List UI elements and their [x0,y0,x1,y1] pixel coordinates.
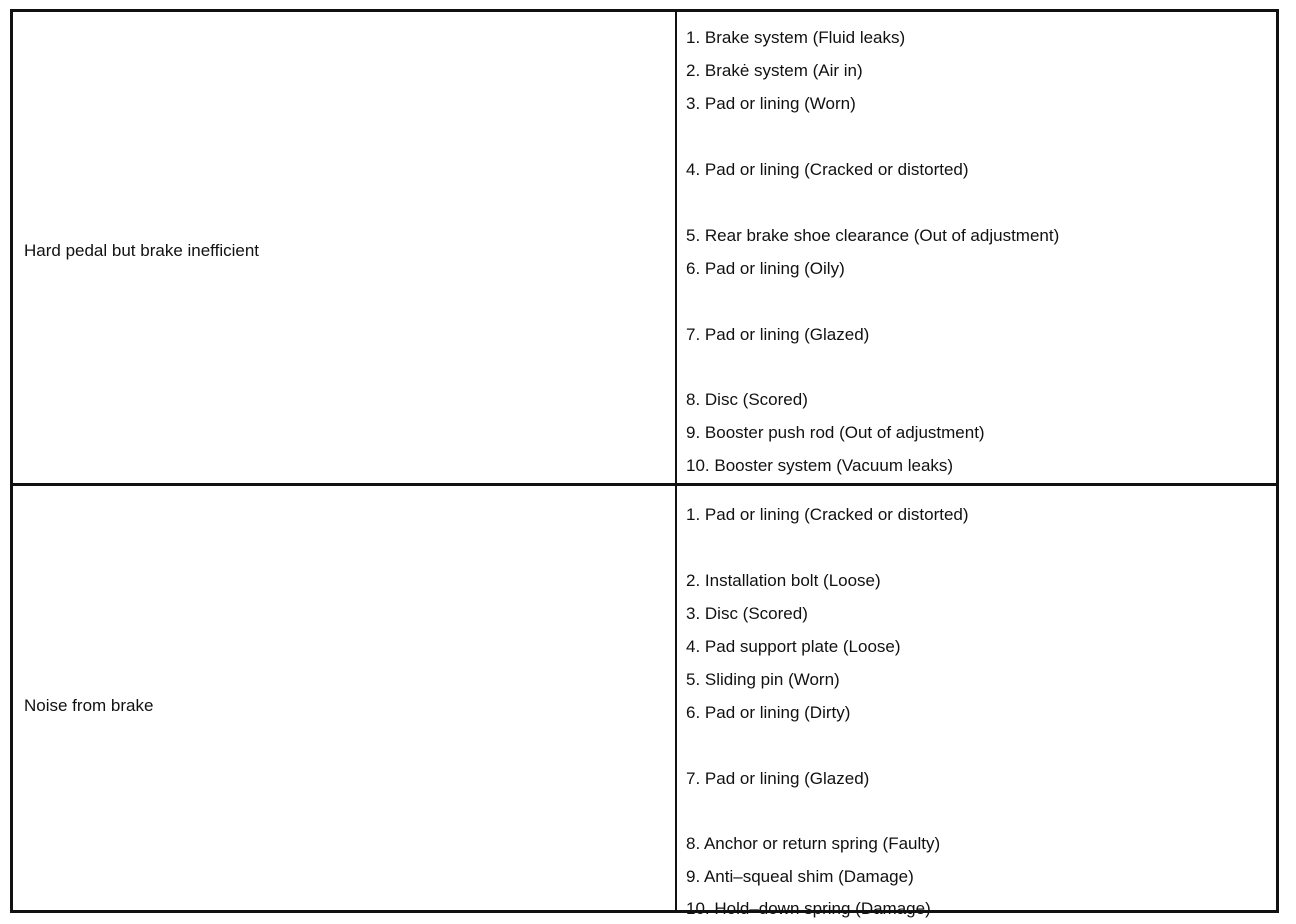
list-item: 5. Rear brake shoe clearance (Out of adjustment) [686,226,1060,245]
table-row [13,12,1276,486]
list-item: 9. Anti–squeal shim (Damage) [686,867,914,886]
list-item: 6. Pad or lining (Dirty) [686,703,851,722]
list-item: 8. Anchor or return spring (Faulty) [686,834,941,853]
list-item: 5. Sliding pin (Worn) [686,670,840,689]
list-item: 1. Brake system (Fluid leaks) [686,28,906,47]
column-divider [675,486,677,910]
list-item: 2. Brakė system (Air in) [686,61,863,80]
list-item: 7. Pad or lining (Glazed) [686,769,870,788]
column-divider [675,12,677,483]
symptom-cell: Hard pedal but brake inefficient [24,241,260,260]
list-item: 3. Pad or lining (Worn) [686,94,856,113]
list-item: 4. Pad support plate (Loose) [686,637,901,656]
list-item: 6. Pad or lining (Oily) [686,259,845,278]
list-item: 2. Installation bolt (Loose) [686,571,881,590]
symptom-cell: Noise from brake [24,696,154,715]
list-item: 9. Booster push rod (Out of adjustment) [686,423,985,442]
list-item: 1. Pad or lining (Cracked or distorted) [686,505,969,524]
list-item: 4. Pad or lining (Cracked or distorted) [686,160,969,179]
list-item: 10. Hold–down spring (Damage) [686,899,931,918]
troubleshooting-table [10,9,1279,918]
list-item: 7. Pad or lining (Glazed) [686,325,870,344]
list-item: 8. Disc (Scored) [686,390,808,409]
list-item: 10. Booster system (Vacuum leaks) [686,456,954,475]
table-row [13,486,1276,918]
list-item: 3. Disc (Scored) [686,604,808,623]
